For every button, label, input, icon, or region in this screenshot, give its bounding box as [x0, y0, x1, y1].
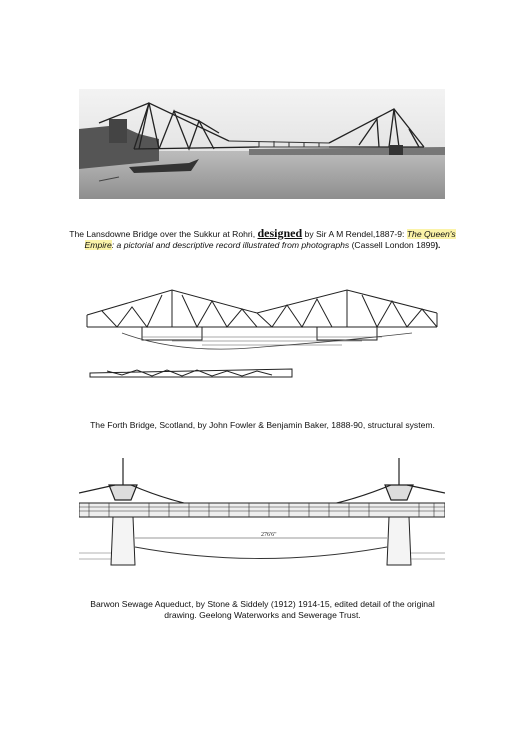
barwon-aqueduct-drawing: [79, 455, 445, 583]
barwon-caption: [60, 599, 465, 621]
dimension-label: 276'6": [261, 532, 277, 538]
caption-text: The Lansdowne Bridge over the Sukkur at Rohri,: [69, 229, 258, 239]
caption-text: (Cassell London 1899: [349, 240, 436, 250]
designed-word: designed: [257, 226, 303, 240]
lansdowne-bridge-photo: [79, 89, 445, 199]
caption-line: Barwon Sewage Aqueduct, by Stone & Siddely (1912) 1914-15, edited detail of the original: [90, 599, 435, 609]
forth-caption: The Forth Bridge, Scotland, by John Fowler & Benjamin Baker, 1888-90, structural system.: [90, 420, 435, 430]
caption-text: by Sir A M Rendel,1887-9:: [302, 229, 407, 239]
caption-text: ).: [435, 240, 441, 250]
highlighted-title: The Queen's Empire: [84, 229, 456, 250]
forth-bridge-drawing: [82, 285, 442, 385]
caption-italic-text: : a pictorial and descriptive record illustrated from photographs: [111, 240, 350, 250]
caption-line: drawing. Geelong Waterworks and Sewerage Trust.: [164, 610, 361, 620]
lansdowne-caption: [60, 228, 465, 251]
